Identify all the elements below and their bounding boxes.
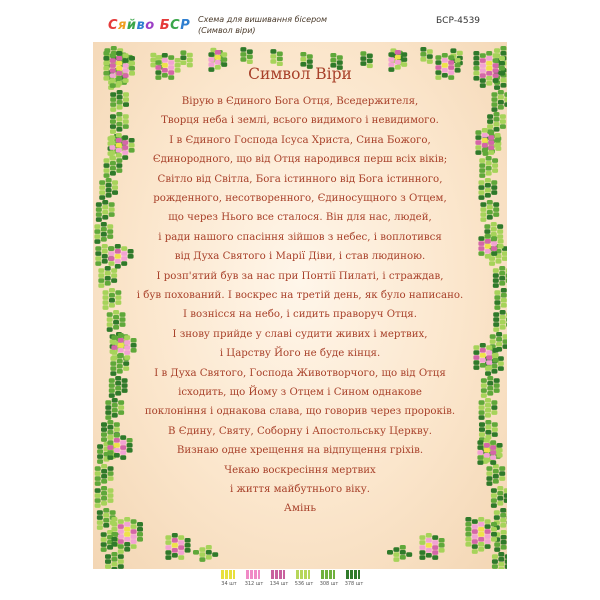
prayer-line: І розп'ятий був за нас при Понтії Пилаті, і страждав, (156, 270, 444, 282)
prayer-line: і Царству Його не буде кінця. (219, 348, 381, 360)
prayer-line: Амінь (283, 502, 317, 515)
prayer-line: Визнаю одне хрещення на відпущення гріхів. (176, 445, 424, 457)
bead-color-sample (346, 570, 360, 579)
subtitle-line: Схема для вишивання бісером (198, 15, 328, 24)
bead-count: 308 шт (319, 581, 339, 587)
brand-logo: Сяйво БСР (108, 18, 191, 33)
bead-color-sample (271, 570, 285, 579)
bead-color-sample (296, 570, 310, 579)
prayer-line: і був похований. І воскрес на третій день, як було написано. (136, 290, 464, 301)
bead-color-sample (321, 570, 335, 579)
embroidery-sheet (93, 42, 507, 569)
bead-color-sample (246, 570, 260, 579)
bead-color-sample (221, 570, 235, 579)
legend-swatch (293, 569, 315, 595)
prayer-line: Єдинородного, що від Отця народився перш всіх віків; (152, 154, 448, 166)
prayer-line: Вірую в Єдиного Бога Отця, Вседержителя, (181, 96, 419, 107)
product-code: БСР-4539 (436, 16, 481, 26)
header (0, 0, 600, 40)
prayer-line: ісходить, що Йому з Отцем і Сином однакове (178, 387, 422, 398)
subtitle-line: (Символ віри) (198, 26, 256, 35)
bead-count: 134 шт (269, 581, 289, 587)
prayer-line: рожденного, несотворенного, Єдиносущного з Отцем, (153, 193, 447, 204)
prayer-text (123, 42, 477, 569)
prayer-line: І в Духа Святого, Господа Животворчого, що від Отця (154, 367, 446, 379)
bead-count: 378 шт (344, 581, 364, 587)
bead-count: 536 шт (294, 581, 314, 587)
prayer-line: В Єдину, Святу, Соборну і Апостольську Церкву. (168, 425, 432, 437)
prayer-line: Чекаю воскресіння мертвих (224, 464, 376, 476)
prayer-line: Творця неба і землі, всього видимого і невидимого. (161, 115, 439, 127)
legend-swatch (218, 569, 240, 595)
prayer-line: І в Єдиного Господа Ісуса Христа, Сина Божого, (169, 134, 431, 146)
prayer-title: Символ Віри (248, 65, 352, 83)
prayer-line: що через Нього все сталося. Він для нас, людей, (168, 212, 432, 224)
prayer-line: І вознісся на небо, і сидить праворуч Отця. (183, 309, 417, 321)
prayer-line: від Духа Святого і Марії Діви, і став людиною. (174, 251, 426, 263)
legend-swatch (268, 569, 290, 595)
prayer-line: Світло від Світла, Бога істинного від Бога істинного, (157, 173, 443, 185)
bead-color-legend (200, 569, 400, 595)
bead-count: 312 шт (244, 581, 264, 587)
prayer-line: поклоніння і однакова слава, що говорив через пророків. (144, 406, 456, 418)
prayer-line: і ради нашого спасіння зійшов з небес, і воплотився (158, 231, 442, 243)
legend-swatch (318, 569, 340, 595)
legend-swatch (343, 569, 365, 595)
prayer-line: і життя майбутнього віку. (230, 484, 370, 495)
scheme-subtitle (198, 14, 418, 36)
legend-swatch (243, 569, 265, 595)
prayer-line: І знову прийде у славі судити живих і мертвих, (172, 328, 428, 340)
bead-count: 34 шт (221, 581, 237, 587)
